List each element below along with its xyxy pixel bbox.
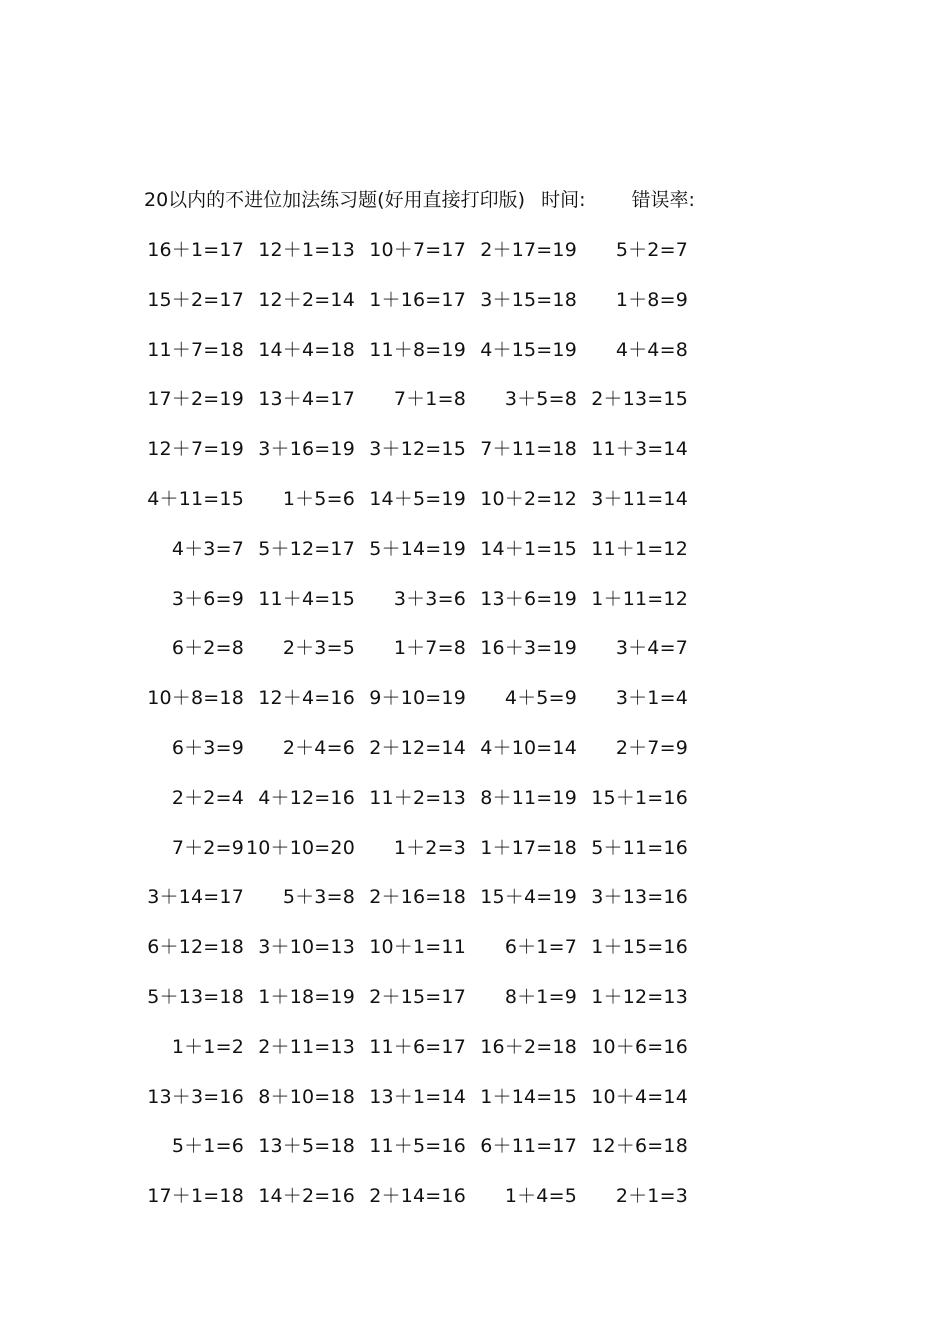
addition-problem: 1＋11=12 <box>591 587 688 610</box>
addition-problem: 12＋4=16 <box>258 687 355 710</box>
addition-problem: 10＋10=20 <box>245 836 355 859</box>
addition-problem: 14＋5=19 <box>369 488 466 510</box>
addition-problem: 6＋2=8 <box>171 637 244 660</box>
addition-problem: 12＋2=14 <box>258 288 355 311</box>
addition-problem: 15＋2=17 <box>147 288 244 311</box>
addition-problem: 17＋2=19 <box>147 388 244 411</box>
addition-problem: 5＋2=7 <box>615 239 688 261</box>
addition-problem: 6＋3=9 <box>171 737 244 759</box>
addition-problem: 3＋5=8 <box>504 388 577 411</box>
problem-row <box>0 335 950 365</box>
addition-problem: 2＋17=19 <box>480 239 577 261</box>
addition-problem: 2＋11=13 <box>258 1035 355 1058</box>
problem-row <box>0 434 950 464</box>
addition-problem: 1＋12=13 <box>591 986 688 1008</box>
addition-problem: 1＋17=18 <box>480 836 577 859</box>
addition-problem: 10＋8=18 <box>147 687 244 710</box>
addition-problem: 10＋6=16 <box>591 1035 688 1058</box>
addition-problem: 15＋4=19 <box>480 886 577 909</box>
addition-problem: 4＋15=19 <box>480 338 577 361</box>
addition-problem: 3＋3=6 <box>393 587 466 610</box>
addition-problem: 4＋3=7 <box>171 537 244 560</box>
addition-problem: 2＋1=3 <box>615 1185 688 1208</box>
addition-problem: 6＋12=18 <box>147 936 244 959</box>
addition-problem: 3＋16=19 <box>258 438 355 461</box>
addition-problem: 5＋11=16 <box>591 836 688 859</box>
addition-problem: 8＋11=19 <box>480 786 577 809</box>
addition-problem: 2＋7=9 <box>615 737 688 759</box>
addition-problem: 13＋3=16 <box>147 1085 244 1108</box>
addition-problem: 2＋2=4 <box>171 786 244 809</box>
addition-problem: 1＋2=3 <box>393 836 466 859</box>
addition-problem: 2＋15=17 <box>369 986 466 1008</box>
addition-problem: 12＋7=19 <box>147 438 244 461</box>
addition-problem: 1＋7=8 <box>393 637 466 660</box>
addition-problem: 4＋5=9 <box>504 687 577 710</box>
problem-row <box>0 932 950 962</box>
addition-problem: 10＋1=11 <box>369 936 466 959</box>
addition-problem: 5＋13=18 <box>147 986 244 1008</box>
problem-row <box>0 1131 950 1161</box>
addition-problem: 4＋11=15 <box>147 488 244 510</box>
addition-problem: 2＋12=14 <box>369 737 466 759</box>
addition-problem: 15＋1=16 <box>591 786 688 809</box>
problem-row <box>0 584 950 614</box>
addition-problem: 6＋1=7 <box>504 936 577 959</box>
addition-problem: 1＋14=15 <box>480 1085 577 1108</box>
addition-problem: 2＋14=16 <box>369 1185 466 1208</box>
addition-problem: 3＋15=18 <box>480 288 577 311</box>
addition-problem: 11＋6=17 <box>369 1035 466 1058</box>
addition-problem: 3＋4=7 <box>615 637 688 660</box>
problem-row <box>0 1082 950 1112</box>
problem-row <box>0 285 950 315</box>
problem-row <box>0 982 950 1012</box>
problem-row <box>0 534 950 564</box>
addition-problem: 16＋1=17 <box>147 239 244 261</box>
addition-problem: 2＋13=15 <box>591 388 688 411</box>
addition-problem: 2＋3=5 <box>282 637 355 660</box>
addition-problem: 11＋7=18 <box>147 338 244 361</box>
addition-problem: 11＋5=16 <box>369 1135 466 1158</box>
addition-problem: 2＋4=6 <box>282 737 355 759</box>
addition-problem: 12＋6=18 <box>591 1135 688 1158</box>
addition-problem: 1＋5=6 <box>282 488 355 510</box>
addition-problem: 11＋8=19 <box>369 338 466 361</box>
addition-problem: 1＋4=5 <box>504 1185 577 1208</box>
addition-problem: 10＋4=14 <box>591 1085 688 1108</box>
addition-problem: 9＋10=19 <box>369 687 466 710</box>
addition-problem: 16＋2=18 <box>480 1035 577 1058</box>
problem-row <box>0 733 950 763</box>
addition-problem: 8＋10=18 <box>258 1085 355 1108</box>
addition-problem: 3＋1=4 <box>615 687 688 710</box>
addition-problem: 10＋7=17 <box>369 239 466 261</box>
addition-problem: 12＋1=13 <box>258 239 355 261</box>
addition-problem: 7＋2=9 <box>171 836 244 859</box>
problem-row <box>0 384 950 414</box>
problem-row <box>0 1181 950 1211</box>
addition-problem: 11＋2=13 <box>369 786 466 809</box>
time-label: 时间: <box>541 189 586 211</box>
addition-problem: 5＋12=17 <box>258 537 355 560</box>
addition-problem: 14＋2=16 <box>258 1185 355 1208</box>
addition-problem: 1＋18=19 <box>258 986 355 1008</box>
addition-problem: 14＋1=15 <box>480 537 577 560</box>
addition-problem: 13＋1=14 <box>369 1085 466 1108</box>
addition-problem: 11＋4=15 <box>258 587 355 610</box>
addition-problem: 1＋16=17 <box>369 288 466 311</box>
addition-problem: 4＋4=8 <box>615 338 688 361</box>
addition-problem: 5＋14=19 <box>369 537 466 560</box>
addition-problem: 4＋12=16 <box>258 786 355 809</box>
addition-problem: 4＋10=14 <box>480 737 577 759</box>
addition-problem: 3＋10=13 <box>258 936 355 959</box>
addition-problem: 7＋11=18 <box>480 438 577 461</box>
addition-problem: 6＋11=17 <box>480 1135 577 1158</box>
addition-problem: 1＋1=2 <box>171 1035 244 1058</box>
addition-problem: 2＋16=18 <box>369 886 466 909</box>
addition-problem: 11＋3=14 <box>591 438 688 461</box>
addition-problem: 1＋8=9 <box>615 288 688 311</box>
error-rate-label: 错误率: <box>631 189 695 211</box>
addition-problem: 8＋1=9 <box>504 986 577 1008</box>
addition-problem: 5＋1=6 <box>171 1135 244 1158</box>
addition-problem: 5＋3=8 <box>282 886 355 909</box>
addition-problem: 14＋4=18 <box>258 338 355 361</box>
problem-row <box>0 484 950 514</box>
addition-problem: 13＋4=17 <box>258 388 355 411</box>
addition-problem: 3＋13=16 <box>591 886 688 909</box>
addition-problem: 17＋1=18 <box>147 1185 244 1208</box>
addition-problem: 1＋15=16 <box>591 936 688 959</box>
addition-problem: 3＋11=14 <box>591 488 688 510</box>
problem-row <box>0 833 950 863</box>
problem-row <box>0 1032 950 1062</box>
problem-row <box>0 882 950 912</box>
problem-row <box>0 783 950 813</box>
addition-problem: 3＋6=9 <box>171 587 244 610</box>
worksheet-header <box>144 186 695 214</box>
addition-problem: 3＋12=15 <box>369 438 466 461</box>
addition-problem: 7＋1=8 <box>393 388 466 411</box>
addition-problem: 13＋5=18 <box>258 1135 355 1158</box>
addition-problem: 13＋6=19 <box>480 587 577 610</box>
addition-problem: 11＋1=12 <box>591 537 688 560</box>
problem-row <box>0 683 950 713</box>
problem-row <box>0 235 950 265</box>
addition-problem: 3＋14=17 <box>147 886 244 909</box>
worksheet-title: 20以内的不进位加法练习题(好用直接打印版) <box>144 189 526 211</box>
addition-problem: 16＋3=19 <box>480 637 577 660</box>
addition-problem: 10＋2=12 <box>480 488 577 510</box>
problem-row <box>0 633 950 663</box>
